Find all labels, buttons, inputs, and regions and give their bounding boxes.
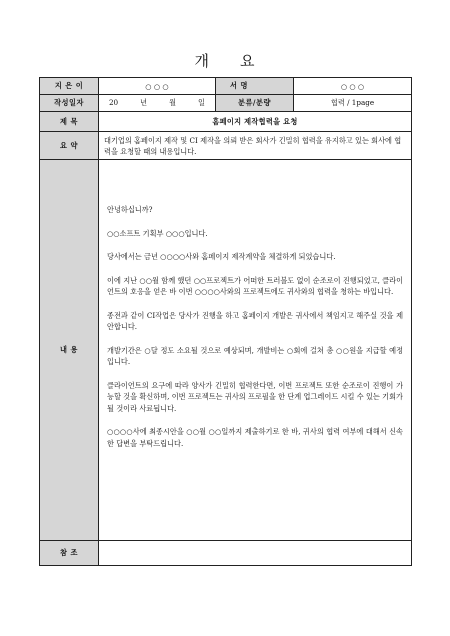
signature-value[interactable]: ○ ○ ○ (294, 78, 412, 95)
signature-label (216, 78, 294, 95)
content-paragraph-5: 종전과 같이 CI작업은 당사가 진행을 하고 홈페이지 개발은 귀사에서 책임지고 해주실 것을 제안합니다. (107, 310, 404, 331)
author-label: 지 은 이 (40, 78, 99, 95)
content-paragraph-2: ○○소프트 기획부 ○○○입니다. (107, 228, 208, 238)
summary-label: 요 약 (40, 132, 99, 160)
category-value[interactable]: 협력 / 1page (294, 95, 412, 112)
subject-label: 제 목 (40, 112, 99, 132)
reference-label: 참 조 (40, 541, 99, 566)
author-row (40, 78, 412, 95)
summary-form-table (39, 77, 412, 566)
content-paragraph-4: 이에 지난 ○○월 함께 했던 ○○프로젝트가 어떠한 트러블도 없이 순조로이 진행되었고, 클라이언트의 호응을 얻은 바 이번 ○○○○사와의 프로젝트에도 귀사와의 협력을 청하는 바입니다. (107, 275, 404, 296)
date-value[interactable] (99, 95, 216, 112)
content-paragraph-6: 개발기간은 ○달 정도 소요될 것으로 예상되며, 개발비는 ○회에 걸쳐 총 ○○원을 지급할 예정입니다. (107, 345, 404, 366)
content-paragraph-3: 당사에서는 금년 ○○○○사와 홈페이지 제작계약을 체결하게 되었습니다. (107, 252, 336, 261)
content-body[interactable] (99, 160, 412, 541)
content-paragraph-7: 클라이언트의 요구에 따라 양사가 긴밀히 협력한다면, 이번 프로젝트 또한 순조로이 진행이 가능할 것을 확신하며, 이번 프로젝트는 귀사의 프로필을 한 단계 업그레이드 시킬 수 있는 기회가 될 것이라 사료됩니다. (107, 380, 404, 413)
summary-row (40, 132, 412, 160)
content-row (40, 160, 412, 541)
author-value[interactable]: ○ ○ ○ (99, 78, 216, 95)
date-year: 20 (108, 98, 119, 107)
date-month-unit: 월 (169, 98, 177, 107)
date-label: 작성일자 (40, 95, 99, 112)
content-paragraph-8: ○○○○사에 최종시안을 ○○월 ○○일까지 제출하기로 한 바, 귀사의 협력 여부에 대해서 신속한 답변을 부탁드립니다. (107, 427, 404, 448)
document-heading (0, 50, 450, 71)
date-year-unit: 년 (140, 98, 148, 107)
date-row (40, 95, 412, 112)
content-paragraph-1: 안녕하십니까? (107, 205, 153, 214)
signature-label-text: 서 명 (230, 81, 248, 90)
summary-value[interactable]: 대기업의 홈페이지 제작 및 CI 제작을 의뢰 받은 회사가 긴밀히 협력을 유지하고 있는 회사에 협력을 요청할 때의 내용입니다. (99, 132, 412, 160)
subject-value[interactable]: 홈페이지 제작협력을 요청 (99, 112, 412, 132)
subject-row (40, 112, 412, 132)
heading-char-2: 요 (240, 52, 256, 70)
reference-value[interactable] (99, 541, 412, 566)
date-day-unit: 일 (198, 98, 205, 107)
content-label: 내 용 (40, 160, 99, 541)
heading-char-1: 개 (194, 52, 210, 70)
category-label: 분류/분량 (216, 95, 294, 112)
reference-row (40, 541, 412, 566)
